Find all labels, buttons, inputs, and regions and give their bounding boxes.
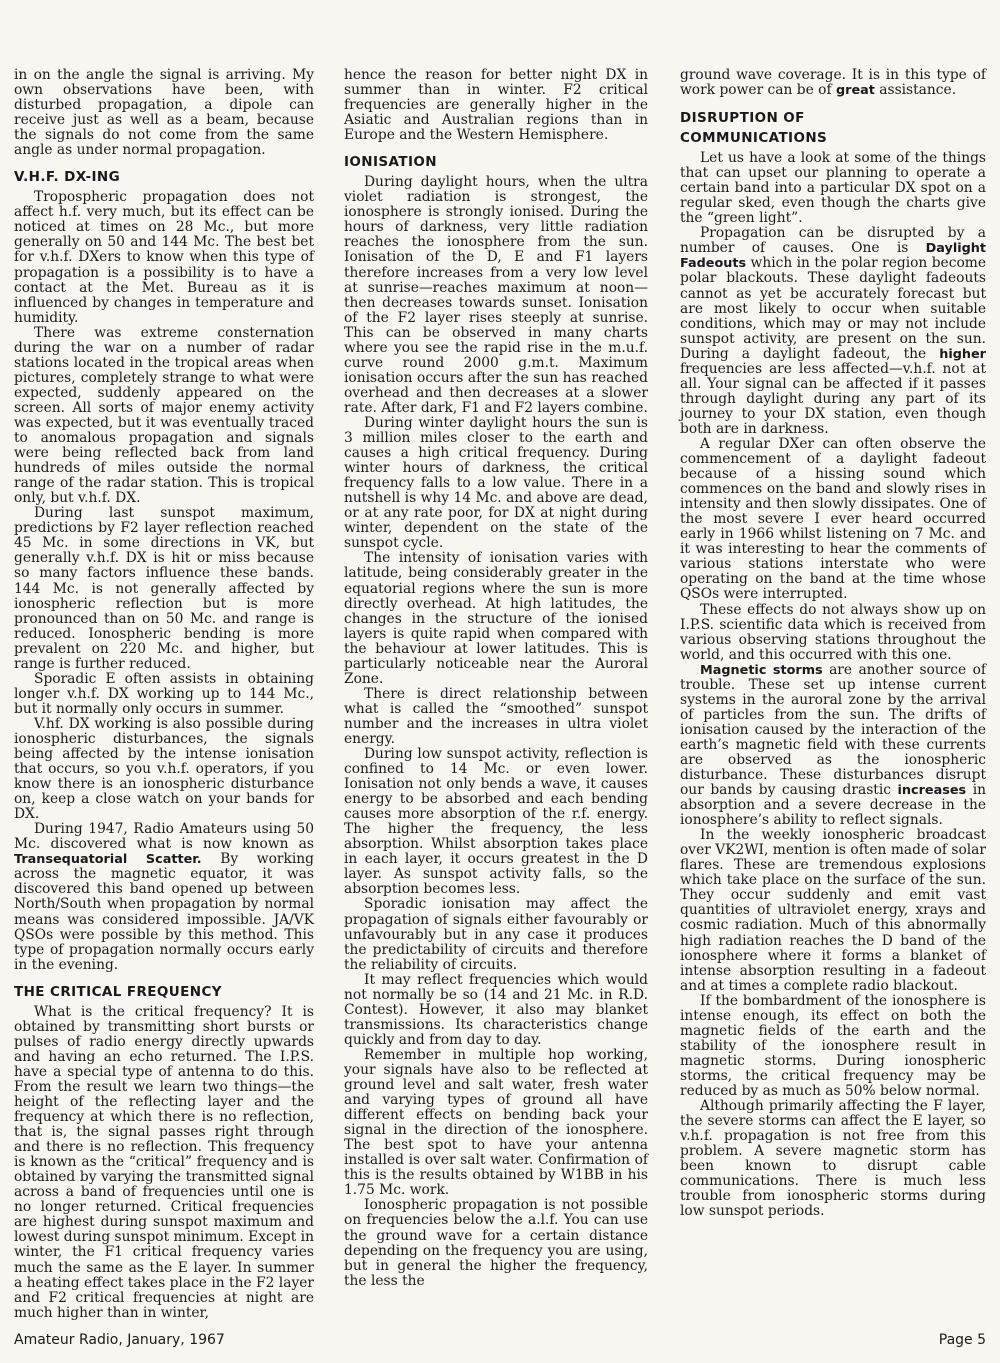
paragraph: A regular DXer can often observe the commencement of a daylight fadeout because of a hissing sound which commences on the band and slowly rises in intensity and then slowly dissipates. One of the most severe I ever heard occurred early in 1966 whilst listening on 7 Mc. and it was interesting to hear the comments of various stations interstate who were operating on the band at the time whose QSOs were interrupted. (680, 435, 986, 603)
paragraph: Remember in multiple hop working, your signals have also to be reflected at ground level and salt water, fresh water and varying types of ground all have different effects on bending back your signal in the direction of the ionosphere. The best spot to have your antenna installed is over salt water. Confirmation of this is the results obtained by W1BB in his 1.75 Mc. work. (344, 1046, 648, 1199)
paragraph: in on the angle the signal is arriving. My own observations have been, with disturbed propagation, a dipole can receive just as well as a beam, because the signals do not come from the same angle as under normal propagation. (14, 67, 314, 159)
paragraph: The intensity of ionisation varies with latitude, being considerably greater in the equatorial regions where the sun is more directly overhead. At high latitudes, the changes in the structure of the ionised layers is quite rapid when compared with the behaviour at lower latitudes. This is particularly noticeable near the Auroral Zone. (344, 550, 648, 687)
paragraph (14, 822, 314, 972)
page-footer (14, 1332, 986, 1348)
text-run: ground wave coverage. It is in this type of work power can be of (680, 67, 986, 99)
column-1 (14, 68, 314, 1321)
paragraph: Sporadic E often assists in obtaining longer v.h.f. DX working up to 144 Mc., but it normally only occurs in summer. (14, 670, 314, 717)
bold-term: higher (939, 346, 986, 362)
bold-term: increases (897, 783, 967, 799)
paragraph: Tropospheric propagation does not affect h.f. very much, but its effect can be noticed at times on 28 Mc., but more generally on 50 and 144 Mc. The best bet for v.h.f. DXers to know when this type of propagation is a possibility is to have a contact at the Met. Bureau as it is influenced by changes in temperature and humidity. (14, 189, 314, 326)
heading-line: DISRUPTION OF (680, 110, 805, 127)
paragraph: In the weekly ionospheric broadcast over VK2WI, mention is often made of solar flares. These are tremendous explosions which take place on the surface of the sun. They occur suddenly and emit vast quantities of ultraviolet energy, xrays and cosmic radiation. Much of this abnormally high radiation reaches the D band of the ionosphere where it forms a blanket of intense absorption resulting in a fadeout and at times a complete radio blackout. (680, 827, 986, 994)
paragraph: Although primarily affecting the F layer, the severe storms can affect the E layer, so v.h.f. propagation is not free from this problem. A severe magnetic storm has been known to disrupt cable communications. There is much less trouble from ionospheric storms during low sunspot periods. (680, 1098, 986, 1220)
bold-term: Magnetic storms (700, 662, 823, 678)
paragraph: There was extreme consternation during the war on a number of radar stations located in the tropical areas when pictures, completely strange to what were expected, suddenly appeared on the screen. All sorts of major enemy activity was expected, but it was eventually traced to anomalous propagation and signals were being reflected back from land hundreds of miles outside the normal range of the radar station. This is tropical only, but v.h.f. DX. (14, 324, 314, 507)
publication-info: Amateur Radio, January, 1967 (14, 1332, 225, 1348)
text-run: Propagation can be disrupted by a number of causes. One is (680, 225, 986, 257)
paragraph: hence the reason for better night DX in summer than in winter. F2 critical frequencies are generally higher in the Asiatic and Australian regions than in Europe and the Western Hemisphere. (344, 67, 648, 144)
page-number: Page 5 (938, 1332, 986, 1348)
bold-term: Daylight Fadeouts (680, 241, 986, 272)
text-run: which in the polar region become polar blackouts. These daylight fadeouts cannot as yet be accurately forecast but are most likely to occur when suitable conditions, which may or may not include sunspot activity, are present on the sun. During a daylight fadeout, the (680, 255, 986, 362)
text-run: During 1947, Radio Amateurs using 50 Mc. discovered what is now known as (14, 821, 314, 853)
text-run: are another source of trouble. These set up intense current systems in the auroral zone by the arrival of particles from the sun. The drifts of ionisation caused by the interaction of the earth’s magnetic field with these currents are observed as the ionospheric disturbance. These disturbances disrupt our bands by causing drastic (680, 661, 987, 799)
paragraph: There is direct relationship between what is called the “smoothed” sunspot number and the increases in ultra violet energy. (344, 685, 648, 747)
paragraph: Ionospheric propagation is not possible on frequencies below the a.l.f. You can use the ground wave for a certain distance depending on the frequency you are using, but in general the higher the frequency, the less the (344, 1197, 648, 1289)
text-run: assistance. (874, 82, 957, 99)
paragraph: During daylight hours, when the ultra violet radiation is strongest, the ionosphere is strongly ionised. During the hours of darkness, very little radiation reaches the ionosphere from the sun. Ionisation of the D, E and F1 layers therefore increases from a very low level at sunrise—reaches maximum at noon—then decreases towards sunset. Ionisation of the F2 layer rises steeply at sunrise. This can be observed in many charts where you see the rapid rise in the m.u.f. curve round 2000 g.m.t. Maximum ionisation occurs after the sun has reached overhead and then decreases at a slower rate. After dark, F1 and F2 layers combine. (344, 174, 648, 416)
bold-term: Transequatorial Scatter. (14, 852, 202, 868)
heading-ionisation: IONISATION (344, 154, 437, 171)
text-run: in absorption and a severe decrease in the ionosphere’s ability to reflect signals. (680, 782, 986, 829)
paragraph: What is the critical frequency? It is obtained by transmitting short bursts or pulses of radio energy directly upwards and having an echo returned. The I.P.S. have a special type of antenna to do this. From the result we learn two things—the height of the reflecting layer and the frequency at which there is no reflection, that is, the signal passes right through and there is no reflection. This frequency is known as the “critical” frequency and is obtained by varying the transmitted signal across a band of frequencies until one is no longer returned. Critical frequencies are highest during sunspot maximum and lowest during sunspot minimum. Except in winter, the F1 critical frequency varies much the same as the E layer. In summer a heating effect takes place in the F2 layer and F2 critical frequencies at night are much higher than in winter, (14, 1003, 314, 1321)
paragraph (680, 663, 986, 829)
paragraph: During last sunspot maximum, predictions by F2 layer reflection reached 45 Mc. in some directions in VK, but generally v.h.f. DX is hit or miss because so many factors influence these bands. 144 Mc. is not generally affected by ionospheric reflection but is more pronounced than on 50 Mc. and range is reduced. Ionospheric bending is more prevalent on 220 Mc. and higher, but range is further reduced. (14, 505, 314, 672)
heading-critical-frequency: THE CRITICAL FREQUENCY (14, 983, 222, 1000)
bold-term: great (835, 83, 875, 99)
heading-vhf-dx-ing: V.H.F. DX-ING (14, 169, 121, 186)
paragraph: Sporadic ionisation may affect the propagation of signals either favourably or unfavourably but in any case it produces the predictability of circuits and therefore the reliability of circuits. (344, 896, 648, 973)
text-run: frequencies are less affected—v.h.f. not at all. Your signal can be affected if it passes through daylight during any part of its journey to your DX station, even though both are in darkness. (680, 360, 986, 437)
paragraph: During low sunspot activity, reflection is confined to 14 Mc. or even lower. Ionisation not only bends a wave, it causes energy to be absorbed and each bending causes more absorption of the r.f. energy. The higher the frequency, the less absorption. Whilst absorption takes place in each layer, it occurs greatest in the D layer. As sunspot activity falls, so the absorption becomes less. (344, 746, 648, 898)
paragraph: If the bombardment of the ionosphere is intense enough, its effect on both the magnetic fields of the earth and the stability of the ionosphere result in magnetic storms. During ionospheric storms, the critical frequency may be reduced by as much as 50% below normal. (680, 992, 986, 1099)
heading-line: COMMUNICATIONS (680, 130, 828, 147)
paragraph: It may reflect frequencies which would not normally be so (14 and 21 Mc. in R.D. Contest). However, it also may blanket transmissions. Its characteristics change quickly and from day to day. (344, 971, 648, 1048)
text-run: By working across the magnetic equator, it was discovered this band opened up between North/South when propagation by normal means was considered impossible. JA/VK QSOs were possible by this method. This type of propagation normally occurs early in the evening. (14, 851, 314, 973)
paragraph: These effects do not always show up on I.P.S. scientific data which is received from various observing stations throughout the world, and this occurred with this one. (680, 601, 986, 663)
paragraph (680, 226, 986, 437)
column-3 (680, 68, 986, 1219)
paragraph: V.hf. DX working is also possible during ionospheric disturbances, the signals being affected by the intense ionisation that occurs, so you v.h.f. operators, if you know there is an ionospheric disturbance on, keep a close watch on your bands for DX. (14, 715, 314, 823)
column-2 (344, 68, 648, 1289)
paragraph: During winter daylight hours the sun is 3 million miles closer to the earth and causes a high critical frequency. During winter hours of darkness, the critical frequency falls to a low value. There in a nutshell is why 14 Mc. and above are dead, or at any rate poor, for DX at night during winter, dependent on the state of the sunspot cycle. (344, 414, 648, 552)
heading-disruption (680, 108, 986, 148)
paragraph: Let us have a look at some of the things that can upset our planning to operate a certain band into a particular DX spot on a regular sked, even though the charts give the “green light”. (680, 150, 986, 227)
paragraph (680, 68, 986, 98)
